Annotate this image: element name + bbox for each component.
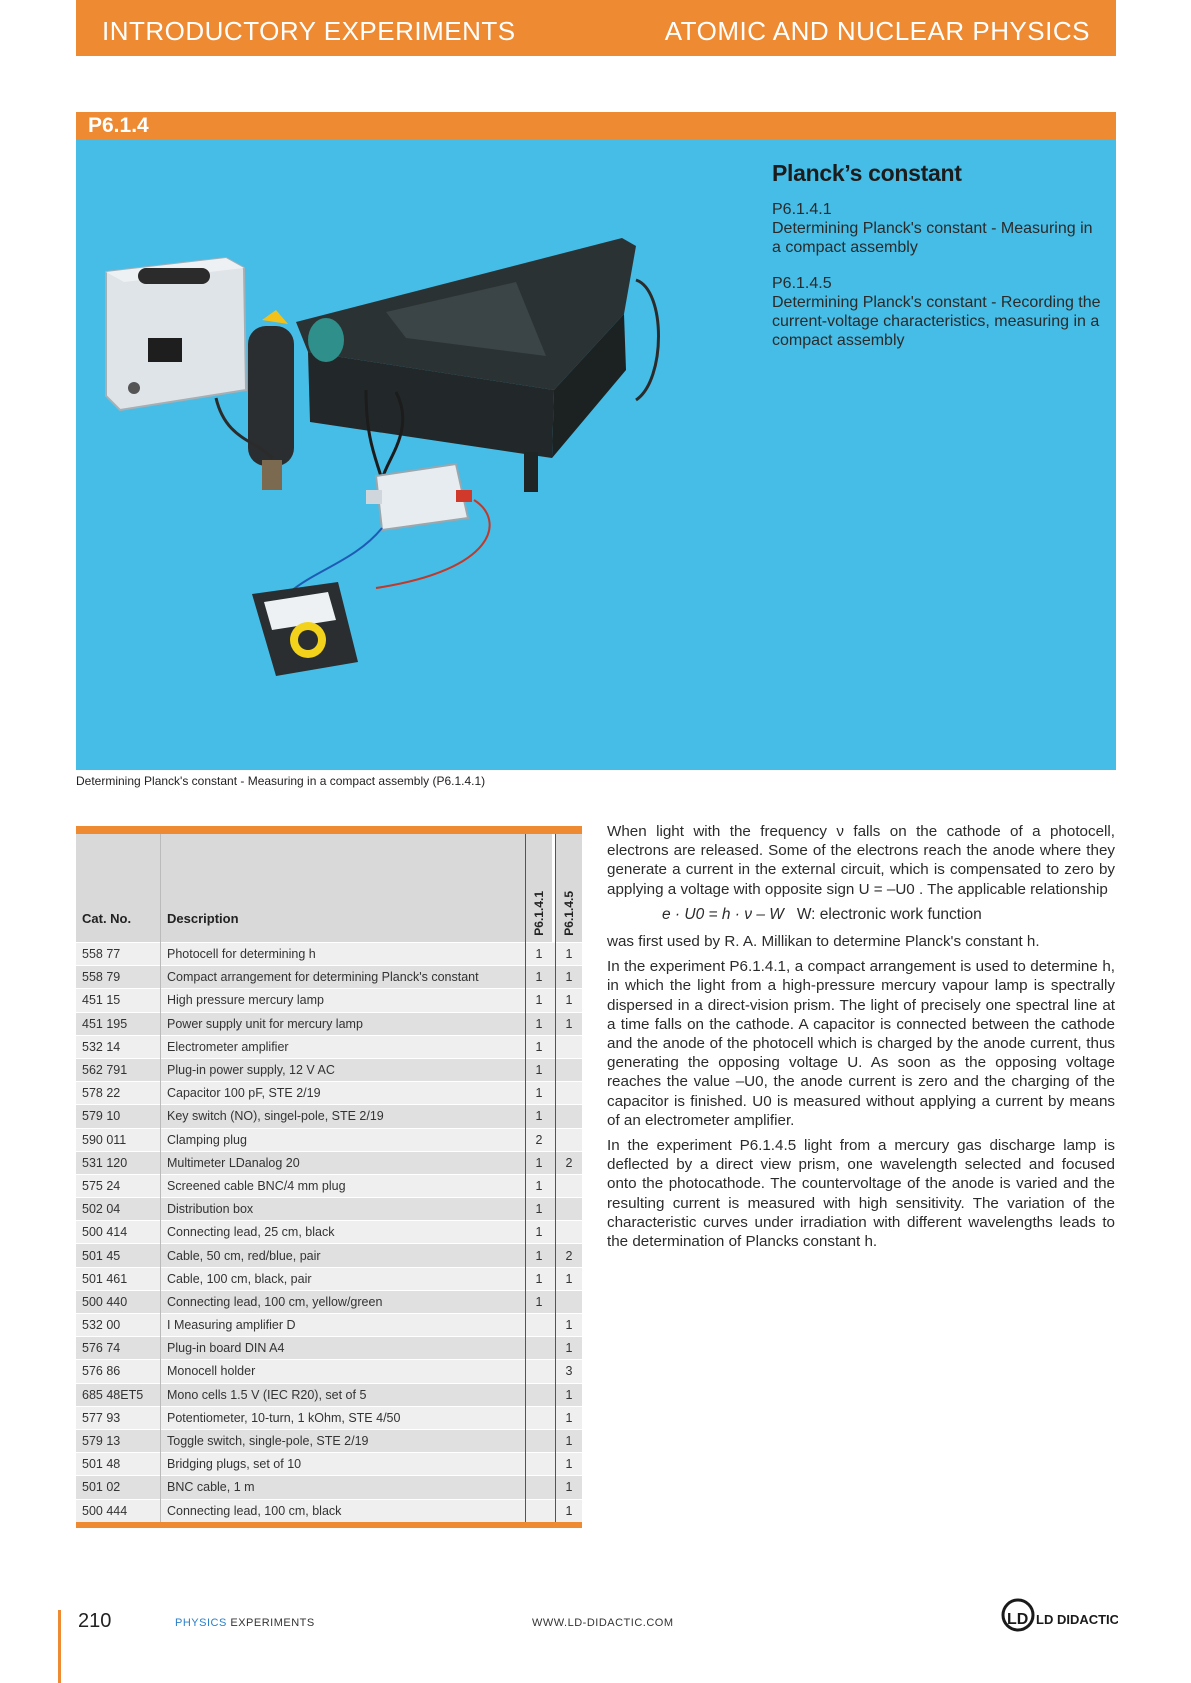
table-row	[76, 1082, 582, 1105]
qty-col1-cell: 1	[526, 1105, 553, 1128]
qty-col1-cell: 2	[526, 1128, 553, 1151]
description-cell: BNC cable, 1 m	[161, 1476, 526, 1499]
table-row	[76, 1360, 582, 1383]
experiment-item	[772, 200, 1102, 257]
description-cell: Cable, 100 cm, black, pair	[161, 1267, 526, 1290]
equipment-table	[76, 826, 582, 1528]
qty-col2-cell: 1	[556, 1337, 583, 1360]
paragraph: In the experiment P6.1.4.5 light from a mercury gas discharge lamp is deflected by a direct view prism, one wavelength selected and focused onto the photocathode. The countervoltage of the anode is varied and the resulting current is measured with high sensitivity. The variation of the characteristic curves under irradiation with different wavelengths leads to the determination of Plancks constant h.	[607, 1137, 1115, 1251]
table-row	[76, 1406, 582, 1429]
page-number: 210	[78, 1610, 112, 1632]
qty-col1-cell	[526, 1314, 553, 1337]
qty-col1-cell	[526, 1453, 553, 1476]
cat-cell: 558 79	[76, 966, 161, 989]
table-row	[76, 1314, 582, 1337]
table-row	[76, 1105, 582, 1128]
description-cell: Distribution box	[161, 1198, 526, 1221]
description-cell: Connecting lead, 100 cm, black	[161, 1499, 526, 1522]
table-row	[76, 1035, 582, 1058]
qty-col1-cell	[526, 1476, 553, 1499]
svg-text:LD: LD	[1007, 1611, 1029, 1628]
cat-cell: 501 45	[76, 1244, 161, 1267]
qty-col2-cell: 1	[556, 1453, 583, 1476]
table-row	[76, 1429, 582, 1452]
qty-col2-cell	[556, 1174, 583, 1197]
cat-cell: 576 86	[76, 1360, 161, 1383]
qty-col1-cell: 1	[526, 966, 553, 989]
qty-col2-cell: 1	[556, 1383, 583, 1406]
description-text	[607, 822, 1115, 1257]
page-header	[76, 0, 1116, 56]
table-row	[76, 1499, 582, 1522]
description-cell: Multimeter LDanalog 20	[161, 1151, 526, 1174]
cat-cell: 451 195	[76, 1012, 161, 1035]
cat-cell: 501 48	[76, 1453, 161, 1476]
qty-col2-cell: 1	[556, 1476, 583, 1499]
qty-col1-cell: 1	[526, 1082, 553, 1105]
description-cell: Key switch (NO), singel-pole, STE 2/19	[161, 1105, 526, 1128]
cat-cell: 576 74	[76, 1337, 161, 1360]
cat-cell: 579 10	[76, 1105, 161, 1128]
table-row	[76, 1128, 582, 1151]
cat-cell: 590 011	[76, 1128, 161, 1151]
cat-cell: 500 444	[76, 1499, 161, 1522]
qty-col1-cell	[526, 1429, 553, 1452]
qty-col1-cell: 1	[526, 989, 553, 1012]
qty-col2-cell	[556, 1082, 583, 1105]
section-code: P6.1.4	[88, 114, 149, 137]
qty-col2-cell	[556, 1105, 583, 1128]
cat-cell: 577 93	[76, 1406, 161, 1429]
paragraph: In the experiment P6.1.4.1, a compact arrangement is used to determine h, in which the light from a high-pressure mercury vapour lamp is spectrally dispersed in a direct-vision prism. The light of precisely one spectral line at a time falls on the cathode. A capacitor is connected between the cathode and the anode of the photocell which is charged by the anode current, thus generating the opposing voltage U. As soon as the opposing voltage reaches the value –U0, the anode current is zero and the charging of the capacitor is finished. U0 is measured without applying a current by means of an electrometer amplifier.	[607, 958, 1115, 1129]
description-cell: Screened cable BNC/4 mm plug	[161, 1174, 526, 1197]
cat-cell: 575 24	[76, 1174, 161, 1197]
qty-col1-cell: 1	[526, 1290, 553, 1313]
description-cell: Clamping plug	[161, 1128, 526, 1151]
cat-cell: 451 15	[76, 989, 161, 1012]
qty-col1-cell: 1	[526, 1221, 553, 1244]
footer-url[interactable]: WWW.LD-DIDACTIC.COM	[532, 1617, 674, 1629]
qty-col2-cell	[556, 1221, 583, 1244]
qty-col2-cell	[556, 1128, 583, 1151]
table-row	[76, 1221, 582, 1244]
table-row	[76, 1337, 582, 1360]
photo-caption: Determining Planck's constant - Measuring in a compact assembly (P6.1.4.1)	[76, 774, 486, 788]
qty-col2-cell: 1	[556, 1429, 583, 1452]
experiment-item	[772, 274, 1102, 350]
table-row	[76, 989, 582, 1012]
qty-col1-cell: 1	[526, 1012, 553, 1035]
cat-cell: 558 77	[76, 943, 161, 966]
table-body	[76, 943, 582, 1522]
description-cell: Potentiometer, 10-turn, 1 kOhm, STE 4/50	[161, 1406, 526, 1429]
qty-col2-cell: 3	[556, 1360, 583, 1383]
description-cell: Cable, 50 cm, red/blue, pair	[161, 1244, 526, 1267]
description-cell: Plug-in power supply, 12 V AC	[161, 1058, 526, 1081]
description-cell: Compact arrangement for determining Planck's constant	[161, 966, 526, 989]
qty-col1-cell: 1	[526, 1035, 553, 1058]
experiment-text: Determining Planck's constant - Measuring in a compact assembly	[772, 220, 1093, 256]
qty-col2-cell: 1	[556, 1406, 583, 1429]
description-cell: Bridging plugs, set of 10	[161, 1453, 526, 1476]
footer-label: PHYSICS EXPERIMENTS	[175, 1617, 315, 1629]
qty-col2-cell	[556, 1290, 583, 1313]
qty-col2-cell: 1	[556, 1012, 583, 1035]
description-cell: Toggle switch, single-pole, STE 2/19	[161, 1429, 526, 1452]
qty-col1-cell: 1	[526, 1198, 553, 1221]
qty-col2-cell: 1	[556, 1499, 583, 1522]
table-row	[76, 1290, 582, 1313]
qty-col2-cell	[556, 1058, 583, 1081]
description-cell: Electrometer amplifier	[161, 1035, 526, 1058]
table-row	[76, 966, 582, 989]
qty-col1-cell	[526, 1360, 553, 1383]
header-col2: P6.1.4.5	[556, 834, 583, 943]
qty-col1-cell: 1	[526, 1058, 553, 1081]
paragraph: When light with the frequency ν falls on the cathode of a photocell, electrons are released. Some of the electrons reach the anode where they generate a current in the external circuit, which is compensated to zero by applying a voltage with opposite sign U = –U0 . The applicable relationship	[607, 823, 1115, 898]
apparatus-photo	[76, 140, 766, 770]
experiment-title: Planck’s constant	[772, 160, 962, 186]
qty-col1-cell: 1	[526, 1244, 553, 1267]
table-row	[76, 1453, 582, 1476]
description-cell: I Measuring amplifier D	[161, 1314, 526, 1337]
description-cell: Connecting lead, 25 cm, black	[161, 1221, 526, 1244]
description-cell: Photocell for determining h	[161, 943, 526, 966]
qty-col1-cell: 1	[526, 1174, 553, 1197]
description-cell: Capacitor 100 pF, STE 2/19	[161, 1082, 526, 1105]
qty-col2-cell: 1	[556, 1314, 583, 1337]
footer-accent-line	[58, 1610, 61, 1683]
experiment-text: Determining Planck's constant - Recording the current-voltage characteristics, measuring in a compact assembly	[772, 294, 1101, 349]
qty-col1-cell	[526, 1499, 553, 1522]
cat-cell: 532 00	[76, 1314, 161, 1337]
experiment-code: P6.1.4.1	[772, 201, 832, 218]
ld-didactic-logo	[1000, 1597, 1118, 1638]
table-row	[76, 1151, 582, 1174]
qty-col1-cell: 1	[526, 1267, 553, 1290]
qty-col2-cell: 2	[556, 1244, 583, 1267]
qty-col2-cell: 1	[556, 989, 583, 1012]
qty-col1-cell	[526, 1337, 553, 1360]
header-desc: Description	[161, 834, 526, 943]
table-row	[76, 1012, 582, 1035]
table-row	[76, 1198, 582, 1221]
table-row	[76, 1244, 582, 1267]
formula: e · U0 = h · ν – W W: electronic work function	[662, 905, 982, 923]
hero-panel	[76, 140, 1116, 770]
qty-col2-cell: 1	[556, 1267, 583, 1290]
cat-cell: 562 791	[76, 1058, 161, 1081]
cat-cell: 578 22	[76, 1082, 161, 1105]
cat-cell: 532 14	[76, 1035, 161, 1058]
qty-col1-cell: 1	[526, 943, 553, 966]
description-cell: Power supply unit for mercury lamp	[161, 1012, 526, 1035]
qty-col2-cell: 2	[556, 1151, 583, 1174]
table-row	[76, 1476, 582, 1499]
qty-col2-cell: 1	[556, 966, 583, 989]
cat-cell: 502 04	[76, 1198, 161, 1221]
table-row	[76, 1058, 582, 1081]
cat-cell: 500 414	[76, 1221, 161, 1244]
table-row	[76, 943, 582, 966]
qty-col2-cell	[556, 1035, 583, 1058]
paragraph: was first used by R. A. Millikan to determine Planck's constant h.	[607, 933, 1040, 951]
qty-col1-cell: 1	[526, 1151, 553, 1174]
table-row	[76, 1174, 582, 1197]
description-cell: Monocell holder	[161, 1360, 526, 1383]
table-row	[76, 1383, 582, 1406]
cat-cell: 685 48ET5	[76, 1383, 161, 1406]
description-cell: Plug-in board DIN A4	[161, 1337, 526, 1360]
cat-cell: 501 461	[76, 1267, 161, 1290]
qty-col2-cell: 1	[556, 943, 583, 966]
header-col1: P6.1.4.1	[526, 834, 553, 943]
qty-col1-cell	[526, 1383, 553, 1406]
header-right: ATOMIC AND NUCLEAR PHYSICS	[664, 16, 1090, 46]
header-cat: Cat. No.	[76, 834, 161, 943]
table-row	[76, 1267, 582, 1290]
cat-cell: 500 440	[76, 1290, 161, 1313]
qty-col2-cell	[556, 1198, 583, 1221]
cat-cell: 501 02	[76, 1476, 161, 1499]
description-cell: Mono cells 1.5 V (IEC R20), set of 5	[161, 1383, 526, 1406]
svg-text:LD DIDACTIC: LD DIDACTIC	[1036, 1612, 1118, 1627]
experiment-code: P6.1.4.5	[772, 275, 832, 292]
cat-cell: 579 13	[76, 1429, 161, 1452]
qty-col1-cell	[526, 1406, 553, 1429]
cat-cell: 531 120	[76, 1151, 161, 1174]
section-bar	[76, 112, 1116, 140]
description-cell: High pressure mercury lamp	[161, 989, 526, 1012]
header-left: INTRODUCTORY EXPERIMENTS	[102, 16, 516, 46]
description-cell: Connecting lead, 100 cm, yellow/green	[161, 1290, 526, 1313]
